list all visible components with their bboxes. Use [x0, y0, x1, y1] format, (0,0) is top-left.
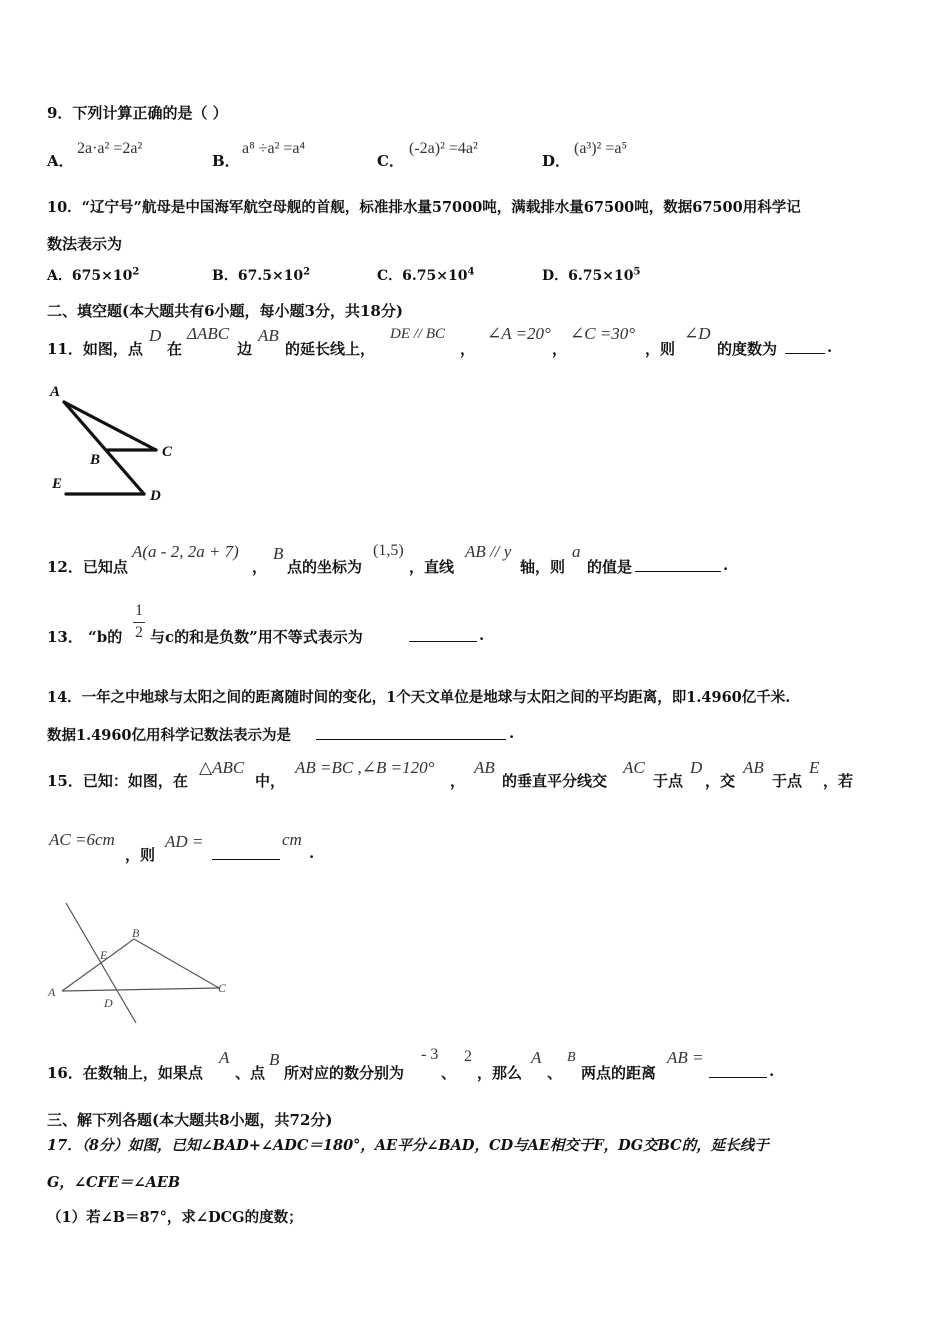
q11-figure — [40, 378, 190, 508]
q13-stem: 13． “b的 1 2 与c的和是负数”用不等式表示为 . — [47, 602, 485, 646]
q15-perpendicular-bisector — [66, 903, 136, 1023]
q15-line-ac — [62, 988, 219, 991]
q11-label-c: C — [162, 444, 173, 460]
q13-fraction-bar — [133, 622, 145, 623]
q15-line-ab — [62, 939, 134, 991]
q13-fraction-numerator: 1 — [135, 602, 143, 619]
q9-option-b-expr: a⁸ ÷a² =a⁴ — [242, 140, 306, 157]
q15-label-a: A — [48, 985, 56, 999]
q11-line-ad — [64, 402, 144, 494]
q9-option-a-label: A． — [47, 152, 74, 170]
q15-label-e: E — [100, 948, 108, 962]
q10-option-d: D．$6.75\times 10^5$ — [542, 266, 641, 284]
q15-line-bc — [134, 939, 219, 988]
q11-line-ac — [64, 402, 156, 450]
q11-answer-blank[interactable] — [785, 339, 825, 354]
q15-label-b: B — [132, 926, 140, 940]
q17-line2: G，∠CFE＝∠AEB — [47, 1174, 181, 1191]
q11-label-e: E — [52, 476, 63, 492]
q17-part1: （1）若∠B＝87°，求∠DCG的度数； — [47, 1209, 303, 1226]
q9-option-c-expr: (-2a)² =4a² — [409, 140, 478, 157]
q11-stem: 11．如图，点 D 在 ΔABC 边 AB 的延长线上， DE // BC ， ∠A =20° ， ∠C =30° ，则 ∠D 的度数为 . — [47, 324, 833, 358]
q11-label-d: D — [150, 488, 161, 504]
q10-option-a: A．$675\times 10^2$ — [47, 266, 140, 284]
q12-stem: 12．已知点 A(a - 2, 2a + 7) ， B 点的坐标为 (1,5) ，直线 AB // y 轴，则 a 的值是 . — [47, 542, 729, 576]
q14-answer-blank[interactable] — [316, 725, 506, 740]
q9-option-a-expr: 2a·a² =2a² — [77, 140, 143, 157]
q11-label-b: B — [90, 452, 101, 468]
q10-option-b: B．$67.5\times 10^2$ — [212, 266, 311, 284]
q15-label-d: D — [104, 996, 113, 1010]
q17-line1: 17．（8分）如图，已知∠BAD+∠ADC＝180°，AE平分∠BAD，CD与AE相交于F，DG交BC的，延长线于 — [47, 1137, 769, 1154]
q10-line1: 10．“辽宁号”航母是中国海军航空母舰的首舰，标准排水量57000吨，满载排水量67500吨，数据67500用科学记 — [47, 199, 801, 216]
q11-label-a: A — [50, 384, 61, 400]
q13-answer-blank[interactable] — [409, 627, 477, 642]
q9-options — [47, 140, 927, 170]
q10-option-c: C．$6.75\times 10^4$ — [377, 266, 475, 284]
q15-label-c: C — [218, 981, 227, 995]
q10-options — [47, 265, 927, 289]
q9-option-c-label: C． — [377, 152, 404, 170]
q15-figure — [44, 895, 249, 1025]
q15-answer-blank[interactable] — [212, 845, 280, 860]
q9-option-d-expr: (a³)² =a⁵ — [574, 140, 628, 157]
q15-stem-line2: AC =6cm ，则 AD = cm . — [49, 830, 315, 864]
q16-stem: 16．在数轴上，如果点 A 、点 B 所对应的数分别为 - 3 、 2 ，那么 A 、 B 两点的距离 AB = . — [47, 1046, 775, 1082]
section-3-heading: 三、解下列各题(本大题共8小题，共72分) — [47, 1111, 333, 1129]
q10-line2: 数法表示为 — [47, 235, 123, 253]
section-2-heading: 二、填空题(本大题共有6小题，每小题3分，共18分) — [47, 302, 403, 320]
q14-line1: 14．一年之中地球与太阳之间的距离随时间的变化，1个天文单位是地球与太阳之间的平均距离，即1.4960亿千米. — [47, 689, 791, 706]
q9-stem: 9．下列计算正确的是（ ） — [47, 104, 228, 122]
q14-line2: 数据1.4960亿用科学记数法表示为是 — [47, 727, 291, 744]
q12-answer-blank[interactable] — [635, 557, 721, 572]
q9-option-d-label: D． — [542, 152, 571, 170]
q16-answer-blank[interactable] — [709, 1063, 767, 1078]
q13-fraction-denominator: 2 — [135, 624, 143, 641]
q9-option-b-label: B． — [212, 152, 240, 170]
q15-stem: 15．已知：如图，在 △ABC 中， AB =BC ,∠B =120° ， AB 的垂直平分线交 AC 于点 D ，交 AB 于点 E ，若 — [47, 758, 854, 790]
